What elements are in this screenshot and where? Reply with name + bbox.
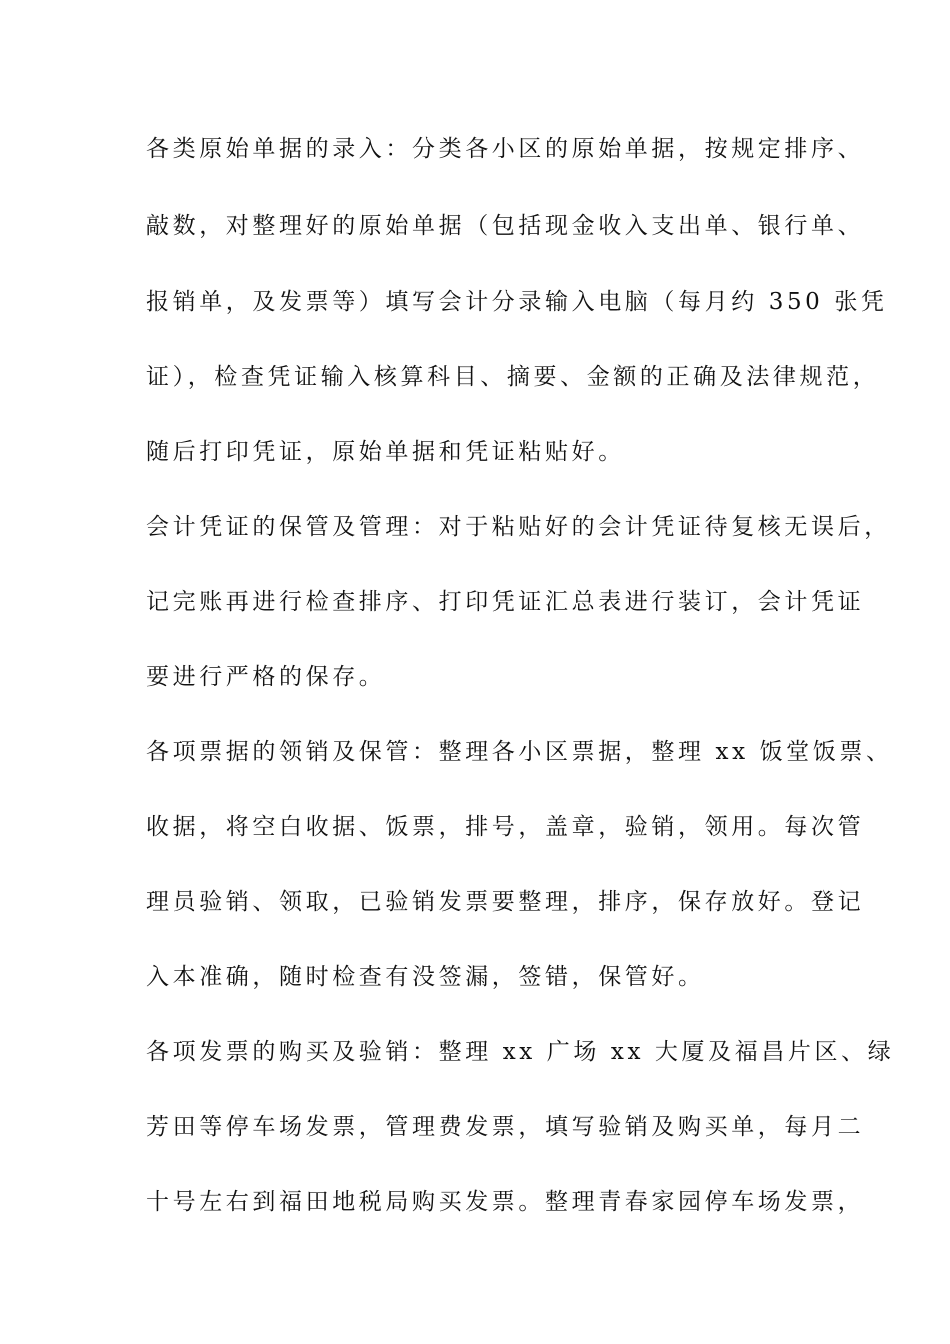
text-line: 十号左右到福田地税局购买发票。整理青春家园停车场发票， [146,1189,865,1215]
text-line: 会计凭证的保管及管理：对于粘贴好的会计凭证待复核无误后， [146,514,891,540]
text-line: 入本准确，随时检查有没签漏，签错，保管好。 [146,964,705,990]
text-line: 敲数，对整理好的原始单据（包括现金收入支出单、银行单、 [146,213,865,239]
text-line: 证），检查凭证输入核算科目、摘要、金额的正确及法律规范， [146,364,880,390]
text-line: 理员验销、领取，已验销发票要整理，排序，保存放好。登记 [146,889,865,915]
text-line: 报销单，及发票等）填写会计分录输入电脑（每月约 350 张凭 [146,289,888,315]
text-line: 芳田等停车场发票，管理费发票，填写验销及购买单，每月二 [146,1114,865,1140]
text-line: 随后打印凭证，原始单据和凭证粘贴好。 [146,439,625,465]
text-line: 各项票据的领销及保管：整理各小区票据，整理 xx 饭堂饭票、 [146,739,893,765]
text-line: 要进行严格的保存。 [146,664,386,690]
text-line: 各类原始单据的录入：分类各小区的原始单据，按规定排序、 [146,136,865,162]
text-line: 记完账再进行检查排序、打印凭证汇总表进行装订，会计凭证 [146,589,865,615]
text-line: 收据，将空白收据、饭票，排号，盖章，验销，领用。每次管 [146,814,865,840]
text-line: 各项发票的购买及验销：整理 xx 广场 xx 大厦及福昌片区、绿 [146,1039,895,1065]
